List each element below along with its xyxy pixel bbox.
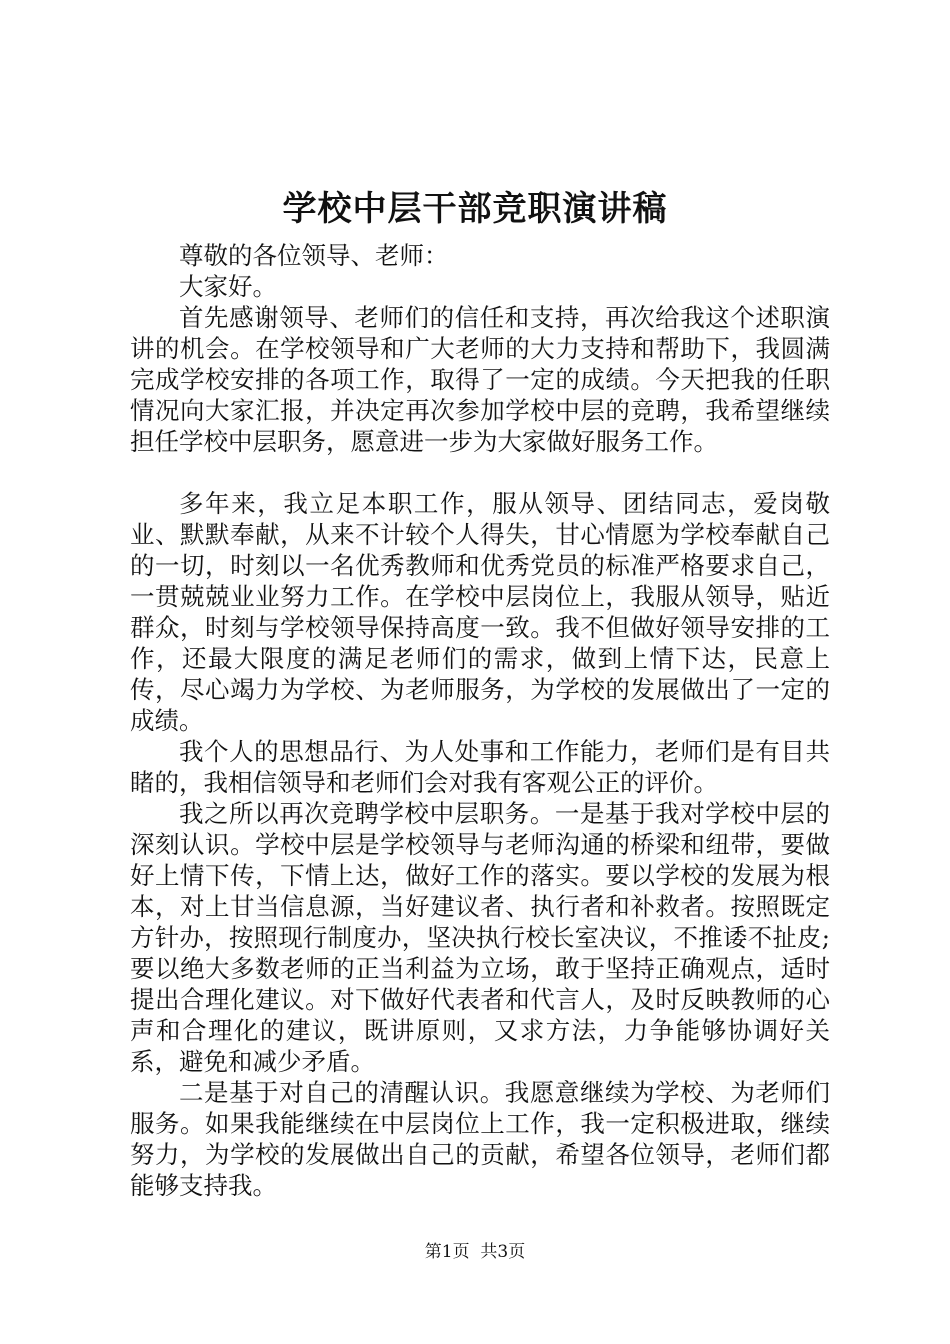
document-title: 学校中层干部竞职演讲稿 [282,189,668,229]
page-footer [0,1240,950,1264]
paragraph-reason-two: 二是基于对自己的清醒认识。我愿意继续为学校、为老师们服务。如果我能继续在中层岗位上工作，我一定积极进取，继续努力，为学校的发展做出自己的贡献，希望各位领导，老师们都能够支持我。 [130,1078,830,1200]
greeting: 大家好。 [179,272,277,301]
paragraph-work-record: 多年来，我立足本职工作，服从领导、团结同志，爱岗敬业、默默奉献，从来不计较个人得失，甘心情愿为学校奉献自己的一切，时刻以一名优秀教师和优秀党员的标准严格要求自己，一贯兢兢业业努力工作。在学校中层岗位上，我服从领导，贴近群众，时刻与学校领导保持高度一致。我不但做好领导安排的工作，还最大限度的满足老师们的需求，做到上情下达，民意上传，尽心竭力为学校、为老师服务，为学校的发展做出了一定的成绩。 [130,489,830,735]
paragraph-reason-one: 我之所以再次竞聘学校中层职务。一是基于我对学校中层的深刻认识。学校中层是学校领导与老师沟通的桥梁和纽带，要做好上情下传，下情上达，做好工作的落实。要以学校的发展为根本，对上甘当信息源，当好建议者、执行者和补救者。按照既定方针办，按照现行制度办，坚决执行校长室决议，不推诿不扯皮;要以绝大多数老师的正当利益为立场，敢于坚持正确观点，适时提出合理化建议。对下做好代表者和代言人，及时反映教师的心声和合理化的建议，既讲原则，又求方法，力争能够协调好关系，避免和减少矛盾。 [130,799,830,1076]
salutation: 尊敬的各位领导、老师： [179,241,449,270]
document-body [130,240,830,1201]
paragraph-opening: 首先感谢领导、老师们的信任和支持，再次给我这个述职演讲的机会。在学校领导和广大老师的大力支持和帮助下，我圆满完成学校安排的各项工作，取得了一定的成绩。今天把我的任职情况向大家汇报，并决定再次参加学校中层的竞聘，我希望继续担任学校中层职务，愿意进一步为大家做好服务工作。 [130,303,830,456]
page-total: 共3页 [480,1242,526,1262]
paragraph-evaluation: 我个人的思想品行、为人处事和工作能力，老师们是有目共睹的，我相信领导和老师们会对我有客观公正的评价。 [130,737,830,797]
page-number: 第1页 [424,1242,470,1262]
